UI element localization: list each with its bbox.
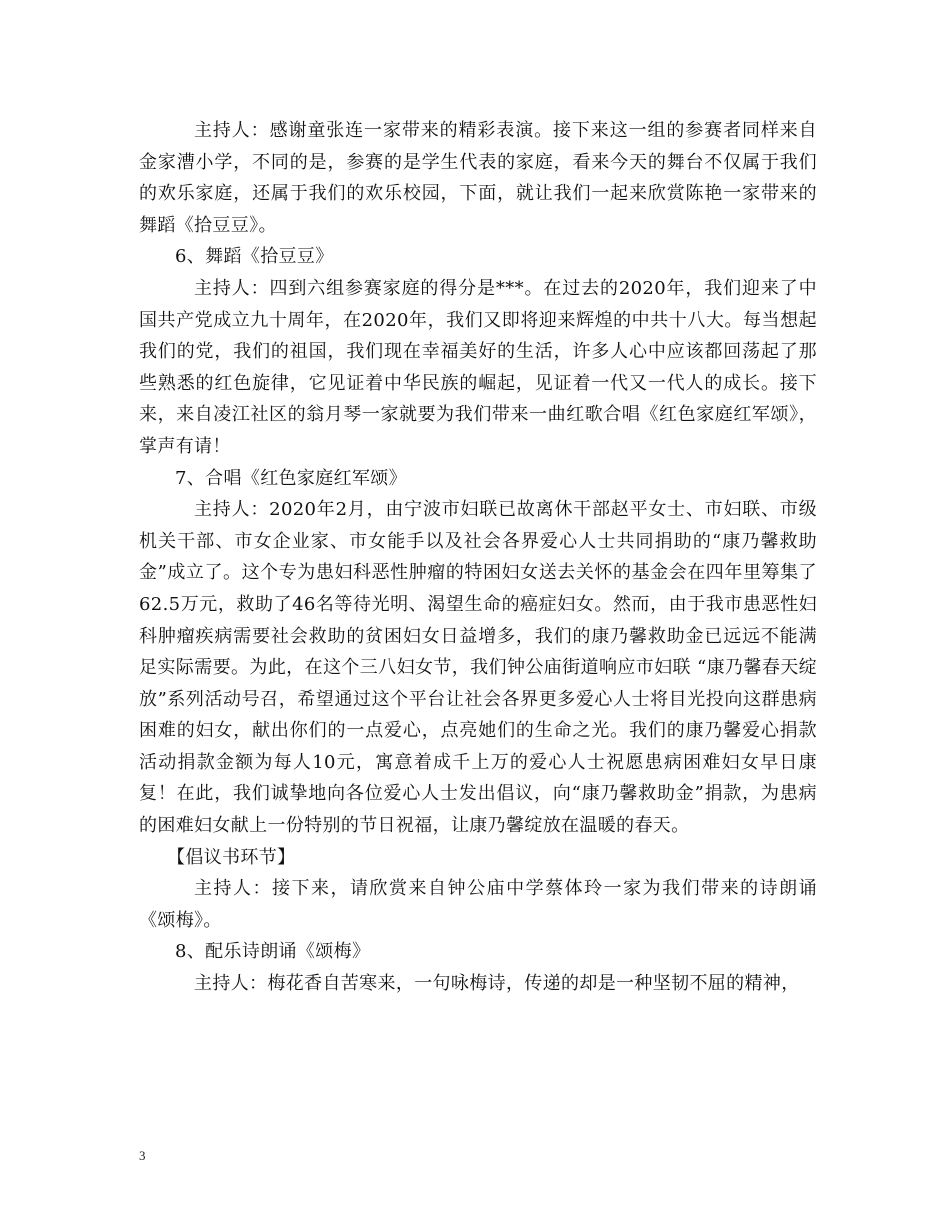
page-number: 3: [139, 1148, 146, 1163]
host-paragraph-3: 主持人：2020年2月，由宁波市妇联已故离休干部赵平女士、市妇联、市级机关干部、市女企业家、市女能手以及社会各界爱心人士共同捐助的“康乃馨救助金”成立了。这个专为患妇科恶性肿瘤的特困妇女送去关怀的基金会在四年里筹集了62.5万元，救助了46名等待光明、渴望生命的癌症妇女。然而，由于我市患恶性妇科肿瘤疾病需要社会救助的贫困妇女日益增多，我们的康乃馨救助金已远远不能满足实际需要。为此，在这个三八妇女节，我们钟公庙街道响应市妇联 “康乃馨春天绽放”系列活动号召，希望通过这个平台让社会各界更多爱心人士将目光投向这群患病困难的妇女，献出你们的一点爱心，点亮她们的生命之光。我们的康乃馨爱心捐款活动捐款金额为每人10元，寓意着成千上万的爱心人士祝愿患病困难妇女早日康复！在此，我们诚挚地向各位爱心人士发出倡议，向“康乃馨救助金”捐款，为患病的困难妇女献上一份特别的节日祝福，让康乃馨绽放在温暖的春天。: [139, 499, 817, 837]
program-item-6: 6、舞蹈《拾豆豆》: [175, 246, 334, 268]
host-paragraph-4: 主持人：接下来，请欣赏来自钟公庙中学蔡体玲一家为我们带来的诗朗诵《颂梅》。: [139, 878, 817, 931]
section-heading: 【倡议书环节】: [167, 846, 296, 868]
program-item-7: 7、合唱《红色家庭红军颂》: [175, 467, 408, 489]
host-paragraph-1: 主持人：感谢童张连一家带来的精彩表演。接下来这一组的参赛者同样来自金家漕小学，不同的是，参赛的是学生代表的家庭，看来今天的舞台不仅属于我们的欢乐家庭，还属于我们的欢乐校园，下面，就让我们一起来欣赏陈艳一家带来的舞蹈《拾豆豆》。: [139, 120, 817, 236]
host-paragraph-5: 主持人：梅花香自苦寒来，一句咏梅诗，传递的却是一种坚韧不屈的精神，: [194, 973, 800, 995]
program-item-8: 8、配乐诗朗诵《颂梅》: [175, 941, 371, 963]
document-body: [139, 115, 817, 1000]
host-paragraph-2: 主持人：四到六组参赛家庭的得分是***。在过去的2020年，我们迎来了中国共产党成立九十周年，在2020年，我们又即将迎来辉煌的中共十八大。每当想起我们的党，我们的祖国，我们现在幸福美好的生活，许多人心中应该都回荡起了那些熟悉的红色旋律，它见证着中华民族的崛起，见证着一代又一代人的成长。接下来，来自凌江社区的翁月琴一家就要为我们带来一曲红歌合唱《红色家庭红军颂》，掌声有请！: [139, 277, 817, 457]
